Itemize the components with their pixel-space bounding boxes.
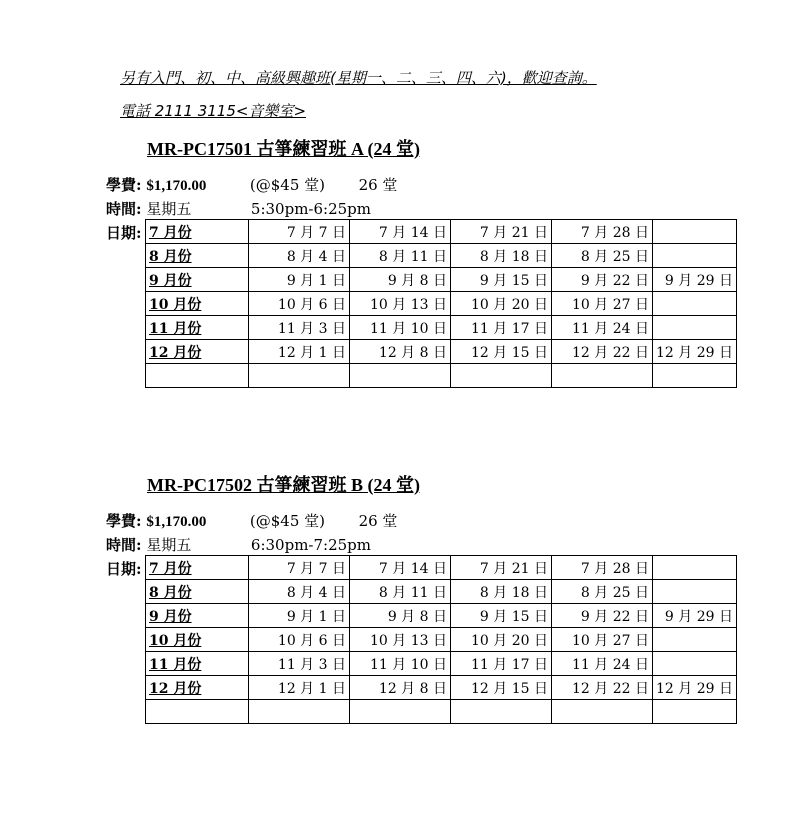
table-row — [146, 604, 737, 628]
table-row — [146, 364, 737, 388]
date-cell — [653, 580, 737, 604]
table-row — [146, 700, 737, 724]
date-cell: 7 月 28 日 — [552, 556, 653, 580]
date-cell: 12 月 15 日 — [451, 676, 552, 700]
date-cell: 11 月 24 日 — [552, 652, 653, 676]
date-cell: 11 月 3 日 — [249, 652, 350, 676]
date-cell — [451, 364, 552, 388]
date-cell — [653, 244, 737, 268]
time-label: 時間: — [106, 536, 142, 554]
date-cell: 12 月 1 日 — [249, 340, 350, 364]
date-cell: 12 月 1 日 — [249, 676, 350, 700]
date-cell: 7 月 14 日 — [350, 556, 451, 580]
month-cell: 7 月份 — [146, 556, 249, 580]
date-cell: 11 月 17 日 — [451, 652, 552, 676]
date-cell: 9 月 22 日 — [552, 604, 653, 628]
month-cell: 9 月份 — [146, 604, 249, 628]
date-cell: 7 月 7 日 — [249, 556, 350, 580]
date-cell: 11 月 17 日 — [451, 316, 552, 340]
month-cell: 11 月份 — [146, 316, 249, 340]
table-row — [146, 628, 737, 652]
date-cell — [653, 700, 737, 724]
date-cell — [653, 652, 737, 676]
lesson-count: 26 堂 — [358, 176, 398, 194]
table-row — [146, 244, 737, 268]
per-lesson: (@$45 堂) — [249, 176, 325, 194]
table-row — [146, 316, 737, 340]
month-cell: 8 月份 — [146, 580, 249, 604]
per-lesson: (@$45 堂) — [249, 512, 325, 530]
date-cell: 8 月 18 日 — [451, 244, 552, 268]
date-cell: 8 月 4 日 — [249, 244, 350, 268]
date-cell: 10 月 6 日 — [249, 628, 350, 652]
date-cell: 9 月 8 日 — [350, 268, 451, 292]
time-range: 5:30pm-6:25pm — [250, 200, 371, 218]
class-a-time-row — [106, 198, 371, 219]
table-row — [146, 292, 737, 316]
date-cell — [249, 364, 350, 388]
table-row — [146, 652, 737, 676]
date-cell: 10 月 6 日 — [249, 292, 350, 316]
date-cell: 8 月 18 日 — [451, 580, 552, 604]
class-a-date-label: 日期: — [106, 224, 142, 242]
date-cell: 12 月 22 日 — [552, 676, 653, 700]
date-cell — [653, 628, 737, 652]
month-cell: 10 月份 — [146, 628, 249, 652]
month-cell: 12 月份 — [146, 676, 249, 700]
date-cell: 12 月 29 日 — [653, 676, 737, 700]
date-cell: 8 月 11 日 — [350, 244, 451, 268]
month-cell — [146, 364, 249, 388]
day: 星期五 — [146, 536, 192, 554]
date-cell: 12 月 22 日 — [552, 340, 653, 364]
date-cell — [653, 220, 737, 244]
date-cell — [653, 292, 737, 316]
date-cell: 9 月 22 日 — [552, 268, 653, 292]
date-cell: 12 月 8 日 — [350, 340, 451, 364]
month-cell: 11 月份 — [146, 652, 249, 676]
class-a-fee-row — [106, 174, 397, 195]
table-row — [146, 268, 737, 292]
date-cell — [653, 556, 737, 580]
month-cell: 8 月份 — [146, 244, 249, 268]
date-cell: 12 月 8 日 — [350, 676, 451, 700]
date-cell: 10 月 27 日 — [552, 292, 653, 316]
date-cell: 8 月 11 日 — [350, 580, 451, 604]
fee-amount: $1,170.00 — [146, 514, 207, 530]
table-row — [146, 580, 737, 604]
date-cell: 11 月 3 日 — [249, 316, 350, 340]
month-cell: 7 月份 — [146, 220, 249, 244]
month-cell: 12 月份 — [146, 340, 249, 364]
time-label: 時間: — [106, 200, 142, 218]
date-cell: 9 月 15 日 — [451, 604, 552, 628]
table-row — [146, 556, 737, 580]
day: 星期五 — [146, 200, 192, 218]
class-b-date-label: 日期: — [106, 560, 142, 578]
time-range: 6:30pm-7:25pm — [250, 536, 371, 554]
fee-label: 學費: — [106, 176, 142, 194]
date-cell — [552, 700, 653, 724]
month-cell: 10 月份 — [146, 292, 249, 316]
date-cell — [249, 700, 350, 724]
date-cell — [552, 364, 653, 388]
notice-line-1: 另有入門、初、中、高級興趣班(星期一、二、三、四、六)，歡迎查詢。 — [120, 69, 597, 87]
date-cell: 9 月 29 日 — [653, 604, 737, 628]
date-cell: 10 月 13 日 — [350, 292, 451, 316]
date-cell: 8 月 25 日 — [552, 580, 653, 604]
date-cell: 10 月 20 日 — [451, 628, 552, 652]
date-cell: 7 月 14 日 — [350, 220, 451, 244]
date-cell — [653, 364, 737, 388]
date-cell — [653, 316, 737, 340]
date-cell: 9 月 1 日 — [249, 604, 350, 628]
date-cell: 12 月 15 日 — [451, 340, 552, 364]
date-cell: 7 月 7 日 — [249, 220, 350, 244]
table-row — [146, 220, 737, 244]
date-cell — [350, 700, 451, 724]
date-cell: 11 月 24 日 — [552, 316, 653, 340]
notice-phone: 電話 2111 3115<音樂室> — [120, 102, 307, 120]
table-row — [146, 340, 737, 364]
fee-amount: $1,170.00 — [146, 178, 207, 194]
date-cell: 9 月 29 日 — [653, 268, 737, 292]
date-cell: 9 月 8 日 — [350, 604, 451, 628]
date-cell: 7 月 21 日 — [451, 556, 552, 580]
date-cell: 9 月 1 日 — [249, 268, 350, 292]
lesson-count: 26 堂 — [358, 512, 398, 530]
date-cell: 11 月 10 日 — [350, 652, 451, 676]
date-cell — [350, 364, 451, 388]
class-b-fee-row — [106, 510, 397, 531]
date-cell: 8 月 25 日 — [552, 244, 653, 268]
class-b-title: MR-PC17502 古箏練習班 B (24 堂) — [147, 475, 420, 495]
date-cell: 11 月 10 日 — [350, 316, 451, 340]
date-cell: 10 月 20 日 — [451, 292, 552, 316]
fee-label: 學費: — [106, 512, 142, 530]
table-row — [146, 676, 737, 700]
class-b-schedule-table — [145, 555, 737, 724]
date-cell — [451, 700, 552, 724]
date-cell: 10 月 27 日 — [552, 628, 653, 652]
date-cell: 10 月 13 日 — [350, 628, 451, 652]
class-a-schedule-table — [145, 219, 737, 388]
date-cell: 9 月 15 日 — [451, 268, 552, 292]
month-cell: 9 月份 — [146, 268, 249, 292]
date-cell: 7 月 21 日 — [451, 220, 552, 244]
class-b-time-row — [106, 534, 371, 555]
date-cell: 8 月 4 日 — [249, 580, 350, 604]
class-a-title: MR-PC17501 古箏練習班 A (24 堂) — [147, 139, 420, 159]
date-cell: 12 月 29 日 — [653, 340, 737, 364]
date-cell: 7 月 28 日 — [552, 220, 653, 244]
month-cell — [146, 700, 249, 724]
